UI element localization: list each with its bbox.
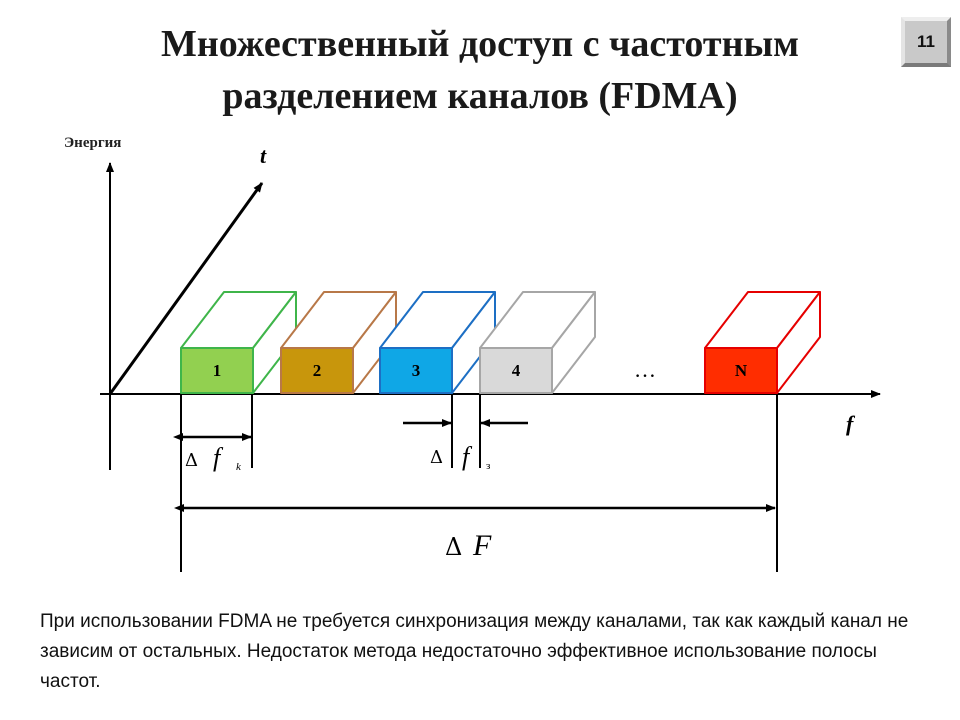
channel-block-2	[281, 292, 396, 393]
channel-width-subscript: k	[236, 461, 241, 473]
time-axis-label: t	[260, 143, 267, 168]
channel-label: 1	[212, 361, 222, 380]
slide-title-line-1: Множественный доступ с частотным	[160, 23, 800, 65]
channel-block-n	[705, 292, 820, 393]
guard-band-subscript: з	[486, 460, 491, 472]
channel-width-label	[185, 443, 242, 473]
channel-block-4	[480, 292, 595, 393]
channel-label: 3	[411, 361, 421, 380]
channel-label: 2	[312, 361, 322, 380]
guard-band-symbol: f	[462, 442, 470, 471]
channel-width-delta: Δ	[185, 450, 198, 471]
energy-axis-label: Энергия	[64, 135, 122, 151]
total-band-symbol: F	[473, 529, 492, 562]
channel-block-3	[380, 292, 495, 393]
channel-label: N	[734, 361, 748, 380]
ellipsis: …	[634, 357, 656, 382]
total-band-label	[445, 529, 492, 562]
caption: При использовании FDMA не требуется синхронизация между каналами, так как каждый канал не зависим от остальных. Недостаток метода недостаточно эффективное использование полосы частот.	[40, 611, 909, 692]
channel-block-1	[181, 292, 296, 393]
channel-label: 4	[511, 361, 521, 380]
channel-width-symbol: f	[213, 443, 221, 472]
page-number-badge: 11	[901, 17, 951, 67]
total-band-delta: Δ	[445, 533, 463, 561]
guard-band-delta: Δ	[430, 447, 443, 468]
slide-title-line-2: разделением каналов (FDMA)	[222, 75, 738, 117]
guard-band-label	[430, 442, 490, 472]
frequency-axis-label: f	[846, 411, 854, 436]
